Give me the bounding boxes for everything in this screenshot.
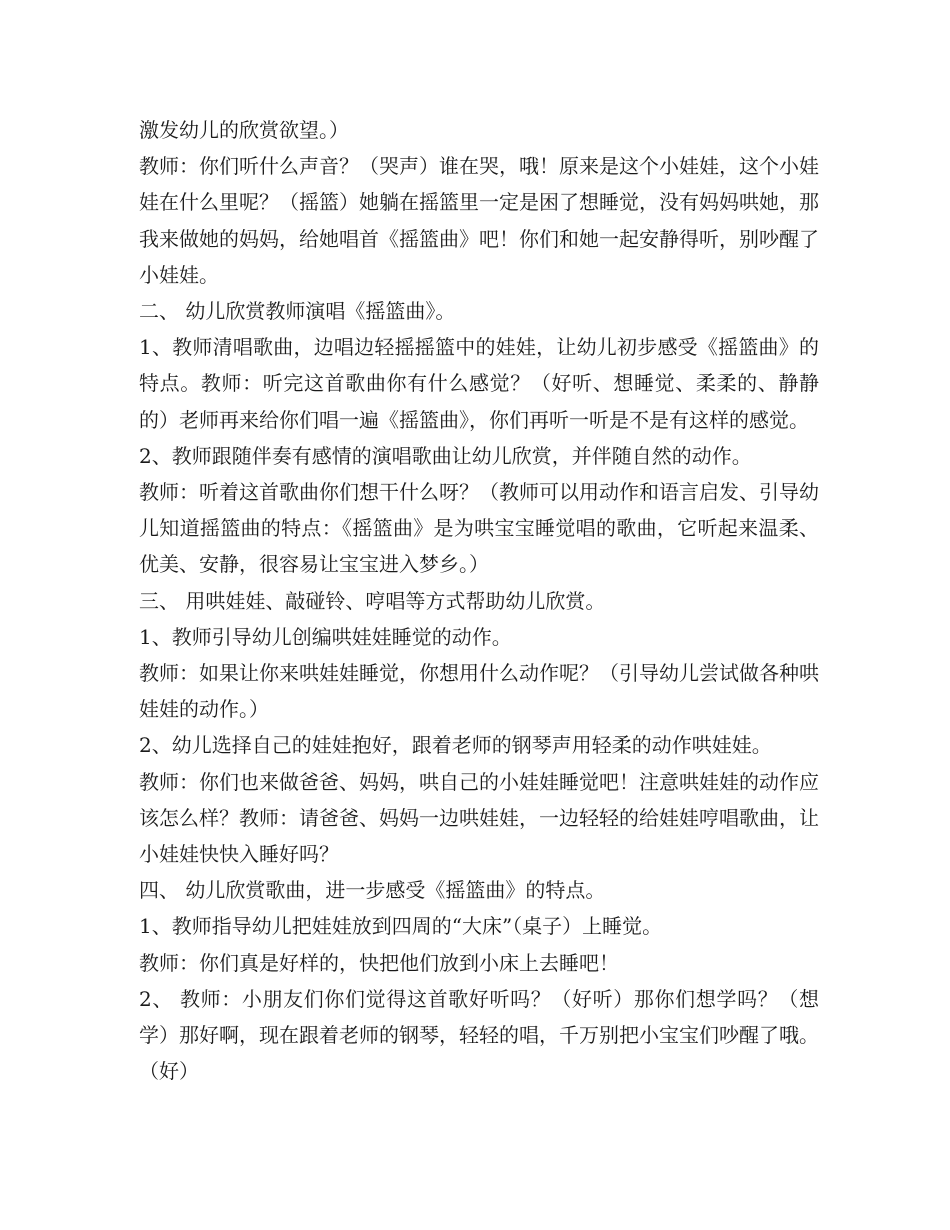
- paragraph-teacher-actions: 教师：如果让你来哄娃娃睡觉，你想用什么动作呢？（引导幼儿尝试做各种哄娃娃的动作。）: [139, 661, 819, 722]
- paragraph-intro-end: 激发幼儿的欣赏欲望。）: [139, 118, 349, 142]
- paragraph-teacher-cry: 教师：你们听什么声音？（哭声）谁在哭，哦！原来是这个小娃娃，这个小娃娃在什么里呢？（摇篮）她躺在摇篮里一定是困了想睡觉，没有妈妈哄她，那我来做她的妈妈，给她唱首《摇篮曲》吧！你们和她一起安静得听，别吵醒了小娃娃。: [139, 154, 819, 287]
- section-heading-2: 二、 幼儿欣赏教师演唱《摇篮曲》。: [139, 299, 456, 324]
- paragraph-step-4-2: 2、 教师：小朋友们你们觉得这首歌好听吗？（好听）那你们想学吗？（想学）那好啊，现在跟着老师的钢琴，轻轻的唱，千万别把小宝宝们吵醒了哦。（好）: [139, 986, 819, 1084]
- paragraph-step-2-2: 2、教师跟随伴奏有感情的演唱歌曲让幼儿欣赏，并伴随自然的动作。: [139, 443, 752, 468]
- paragraph-step-2-1: 1、教师清唱歌曲，边唱边轻摇摇篮中的娃娃，让幼儿初步感受《摇篮曲》的特点。教师：听完这首歌曲你有什么感觉？（好听、想睡觉、柔柔的、静静的）老师再来给你们唱一遍《摇篮曲》，你们再听一听是不是有这样的感觉。: [139, 335, 819, 432]
- paragraph-teacher-question: 教师：听着这首歌曲你们想干什么呀？（教师可以用动作和语言启发、引导幼儿知道摇篮曲的特点：《摇篮曲》是为哄宝宝睡觉唱的歌曲，它听起来温柔、优美、安静，很容易让宝宝进入梦乡。）: [139, 480, 819, 577]
- section-heading-4: 四、 幼儿欣赏歌曲，进一步感受《摇篮曲》的特点。: [139, 878, 606, 903]
- paragraph-teacher-parents: 教师：你们也来做爸爸、妈妈，哄自己的小娃娃睡觉吧！注意哄娃娃的动作应该怎么样？教师：请爸爸、妈妈一边哄娃娃，一边轻轻的给娃娃哼唱歌曲，让小娃娃快快入睡好吗？: [139, 769, 819, 867]
- paragraph-step-4-1: 1、教师指导幼儿把娃娃放到四周的“大床”（桌子）上睡觉。: [139, 914, 663, 939]
- paragraph-teacher-praise: 教师：你们真是好样的，快把他们放到小床上去睡吧！: [139, 950, 619, 975]
- section-heading-3: 三、 用哄娃娃、敲碰铃、哼唱等方式帮助幼儿欣赏。: [139, 588, 606, 613]
- paragraph-step-3-1: 1、教师引导幼儿创编哄娃娃睡觉的动作。: [139, 624, 512, 649]
- paragraph-step-3-2: 2、幼儿选择自己的娃娃抱好，跟着老师的钢琴声用轻柔的动作哄娃娃。: [139, 733, 772, 758]
- document-body: [139, 112, 819, 1089]
